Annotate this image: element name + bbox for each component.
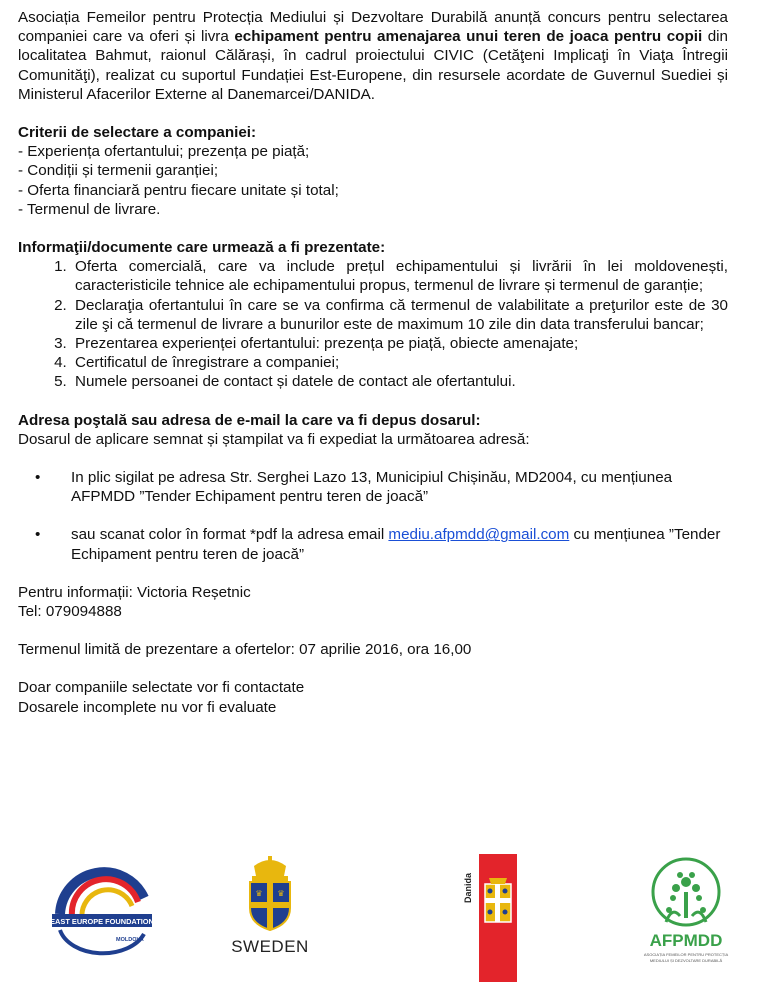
afpmdd-subtitle-1: ASOCIAȚIA FEMEILOR PENTRU PROTECȚIA [643, 952, 729, 957]
criteria-heading: Criterii de selectare a companiei: [18, 124, 257, 142]
address-subline: Dosarul de aplicare semnat și ștampilat va fi expediat la următoarea adresă: [18, 430, 530, 448]
documents-heading: Informaţii/documente care urmează a fi prezentate: [18, 239, 386, 257]
documents-item: 2. Declaraţia ofertantului în care se va confirma că termenul de valabilitate a preţurilor este de 30 zile şi că termenul de livrare a bunurilor este de maximum 10 zile din data transferului bancar; [71, 296, 728, 334]
submission-option-email-suffix: cu mențiunea ”Tender Echipament pentru teren de joacă” [71, 526, 721, 563]
address-heading: Adresa poştală sau adresa de e-mail la care va fi depus dosarul: [18, 411, 481, 429]
bullet-icon: • [35, 469, 41, 487]
eef-name: EAST EUROPE FOUNDATION [50, 917, 154, 926]
documents-item: 3. Prezentarea experienței ofertantului: prezența pe piață, obiecte amenajate; [71, 334, 728, 353]
afpmdd-logo [636, 856, 736, 976]
email-link[interactable]: mediu.afpmdd@gmail.com [388, 526, 570, 544]
submission-option-email [18, 525, 728, 563]
contact-phone: Tel: 079094888 [18, 603, 122, 621]
criteria-item: - Condiții și termenii garanției; [18, 162, 219, 180]
deadline: Termenul limită de prezentare a ofertelor: 07 aprilie 2016, ora 16,00 [18, 641, 472, 659]
bullet-icon: • [35, 526, 41, 544]
criteria-item: - Oferta financiară pentru fiecare unitate și total; [18, 181, 339, 199]
criteria-item: - Termenul de livrare. [18, 200, 161, 218]
svg-text:♛: ♛ [255, 889, 263, 898]
intro-paragraph [18, 8, 728, 104]
danida-logo [459, 854, 517, 982]
documents-list [18, 257, 728, 391]
submission-options [18, 468, 728, 564]
east-europe-foundation-logo [46, 856, 158, 956]
submission-option-post [18, 468, 728, 506]
submission-option-post-text: In plic sigilat pe adresa Str. Serghei Lazo 13, Municipiul Chișinău, MD2004, cu mențiunea AFPMDD ”Tender Echipament pentru teren de joacă” [71, 469, 673, 506]
intro-text-2: din localitatea Bahmut, raionul Călărași, în cadrul proiectului CIVIC (Cetăţeni Implicaţi în Viaţa Întregii Comunităţi), realizat cu suportul Fundației Est-Europene, din resursele acordate de Guvernul Suediei și Ministerul Afacerilor Externe al Danemarcei/DANIDA. [18, 28, 728, 103]
contact-person: Pentru informații: Victoria Reșetnic [18, 583, 251, 601]
intro-text-1: Asociația Femeilor pentru Protecția Mediului și Dezvoltare Durabilă anunță concurs pentru selectarea companiei care va oferi și livra [18, 9, 728, 46]
tender-announcement [18, 8, 728, 717]
note-incomplete: Dosarele incomplete nu vor fi evaluate [18, 698, 277, 716]
criteria-item: - Experiența ofertantului; prezența pe piață; [18, 143, 310, 161]
sweden-logo [230, 856, 310, 958]
intro-bold: echipament pentru amenajarea unui teren de joaca pentru copii [234, 28, 703, 46]
sweden-label: SWEDEN [231, 937, 309, 956]
documents-item: 4. Certificatul de înregistrare a companiei; [71, 353, 728, 372]
documents-item: 5. Numele persoanei de contact și datele de contact ale ofertantului. [71, 372, 728, 391]
danida-label: Danida [463, 872, 473, 904]
svg-text:♛: ♛ [277, 889, 285, 898]
note-selected: Doar companiile selectate vor fi contactate [18, 679, 305, 697]
afpmdd-label: AFPMDD [649, 931, 723, 950]
partner-logos [0, 852, 768, 987]
submission-option-email-text: sau scanat color în format *pdf la adresa email [71, 526, 389, 544]
documents-item: 1. Oferta comercială, care va include prețul echipamentului și livrării în lei moldovenești, caracteristicile tehnice ale echipamentului propus, termenul de livrare și termenul de garanție; [71, 257, 728, 295]
afpmdd-subtitle-2: MEDIULUI ȘI DEZVOLTARE DURABILĂ [649, 958, 723, 963]
eef-country: MOLDOVA [116, 937, 144, 943]
